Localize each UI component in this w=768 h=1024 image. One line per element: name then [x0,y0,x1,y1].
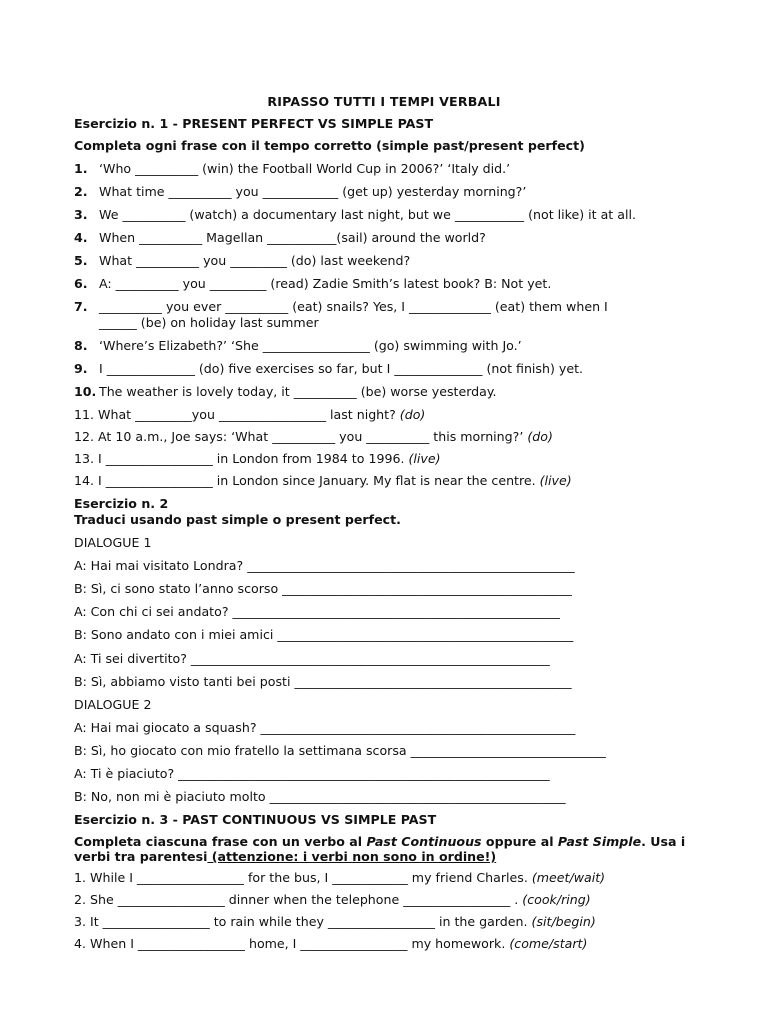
item-text: What __________ you _________ (do) last weekend? [99,253,411,268]
instruction-tense: Past Simple [557,834,642,849]
item-text: At 10 a.m., Joe says: ‘What __________ you __________ this morning?’ [98,429,524,444]
exercise-3-item [74,914,704,929]
item-text: When __________ Magellan ___________(sail) around the world? [99,230,486,245]
item-text: She _________________ dinner when the telephone _________________ . [90,892,519,907]
item-text: When I _________________ home, I _________________ my homework. [90,936,506,951]
dialogue-line: B: Sono andato con i miei amici _______________________________________________ [74,627,574,642]
exercise-1-item [74,161,704,176]
exercise-3-item [74,936,704,951]
item-hint: (live) [539,473,572,488]
item-text: ‘Who __________ (win) the Football World Cup in 2006?’ ‘Italy did.’ [99,161,511,176]
item-text: It _________________ to rain while they _________________ in the garden. [90,914,528,929]
item-number: 12. [74,429,95,444]
item-hint: (sit/begin) [531,914,596,929]
dialogue-2-label: DIALOGUE 2 [74,697,152,712]
instruction-text: . Usa i verbi tra parentesi [74,834,686,864]
item-hint: (live) [408,451,441,466]
page-title: RIPASSO TUTTI I TEMPI VERBALI [267,94,501,109]
item-text: ‘Where’s Elizabeth?’ ‘She _________________ (go) swimming with Jo.’ [99,338,522,353]
dialogue-line: A: Ti è piaciuto? ___________________________________________________________ [74,766,550,781]
exercise-1-item [74,361,704,376]
exercise-1-item [74,207,704,222]
dialogue-1-label: DIALOGUE 1 [74,535,152,550]
item-number: 11. [74,407,95,422]
dialogue-line: A: Hai mai visitato Londra? ____________________________________________________ [74,558,575,573]
item-text: While I _________________ for the bus, I ____________ my friend Charles. [90,870,528,885]
item-number: 13. [74,451,95,466]
exercise-1-heading: Esercizio n. 1 - PRESENT PERFECT VS SIMPLE PAST [74,116,434,131]
exercise-1-item [74,230,704,245]
exercise-1-item [74,276,704,291]
dialogue-line: B: Sì, ci sono stato l’anno scorso ______________________________________________ [74,581,572,596]
exercise-1-item [74,299,704,331]
item-number: 1. [74,870,87,885]
item-number: 6. [74,276,88,291]
exercise-1-item [74,473,704,488]
item-number: 10. [74,384,97,399]
item-text: A: __________ you _________ (read) Zadie Smith’s latest book? B: Not yet. [99,276,552,291]
exercise-3-heading: Esercizio n. 3 - PAST CONTINUOUS VS SIMPLE PAST [74,812,437,827]
item-hint: (cook/ring) [522,892,591,907]
dialogue-line: B: No, non mi è piaciuto molto _______________________________________________ [74,789,566,804]
item-text: We __________ (watch) a documentary last night, but we ___________ (not like) it at all. [99,207,636,222]
item-number: 4. [74,936,87,951]
instruction-note: (attenzione: i verbi non sono in ordine!) [207,849,497,864]
instruction-text: Completa ciascuna frase con un verbo al [74,834,367,849]
item-text: I _________________ in London from 1984 to 1996. [98,451,405,466]
item-text: I ______________ (do) five exercises so far, but I ______________ (not finish) yet. [99,361,584,376]
dialogue-line: A: Ti sei divertito? _________________________________________________________ [74,651,550,666]
exercise-1-instruction: Completa ogni frase con il tempo corretto (simple past/present perfect) [74,138,585,153]
item-number: 1. [74,161,88,176]
exercise-1-item [74,451,704,466]
exercise-1-item [74,184,704,199]
item-number: 5. [74,253,88,268]
item-number: 4. [74,230,88,245]
item-text: I _________________ in London since January. My flat is near the centre. [98,473,536,488]
item-number: 9. [74,361,88,376]
exercise-3-item [74,870,704,885]
exercise-2-instruction: Traduci usando past simple o present perfect. [74,512,401,527]
exercise-3-instruction [74,834,699,864]
exercise-1-item [74,384,704,399]
exercise-1-item [74,338,704,353]
item-hint: (come/start) [509,936,588,951]
item-number: 3. [74,207,88,222]
item-number: 2. [74,892,87,907]
item-text: The weather is lovely today, it __________ (be) worse yesterday. [99,384,497,399]
dialogue-line: A: Hai mai giocato a squash? __________________________________________________ [74,720,576,735]
item-hint: (meet/wait) [531,870,606,885]
item-text: __________ you ever __________ (eat) snails? Yes, I _____________ (eat) them when I [99,299,608,314]
item-number: 8. [74,338,88,353]
item-number: 3. [74,914,87,929]
item-number: 7. [74,299,88,314]
item-hint: (do) [527,429,553,444]
item-text: What time __________ you ____________ (get up) yesterday morning?’ [99,184,527,199]
instruction-text: oppure al [481,834,558,849]
item-text: What _________you _________________ last night? [98,407,396,422]
item-text-continued: ______ (be) on holiday last summer [99,315,319,330]
instruction-tense: Past Continuous [366,834,482,849]
dialogue-line: B: Sì, ho giocato con mio fratello la settimana scorsa _______________________________ [74,743,606,758]
exercise-1-item [74,253,704,268]
exercise-1-item [74,407,704,422]
dialogue-line: A: Con chi ci sei andato? ____________________________________________________ [74,604,560,619]
item-number: 14. [74,473,95,488]
dialogue-line: B: Sì, abbiamo visto tanti bei posti ____________________________________________ [74,674,572,689]
exercise-3-item [74,892,704,907]
item-number: 2. [74,184,88,199]
exercise-1-item [74,429,704,444]
item-hint: (do) [399,407,426,422]
exercise-2-heading: Esercizio n. 2 [74,496,169,511]
